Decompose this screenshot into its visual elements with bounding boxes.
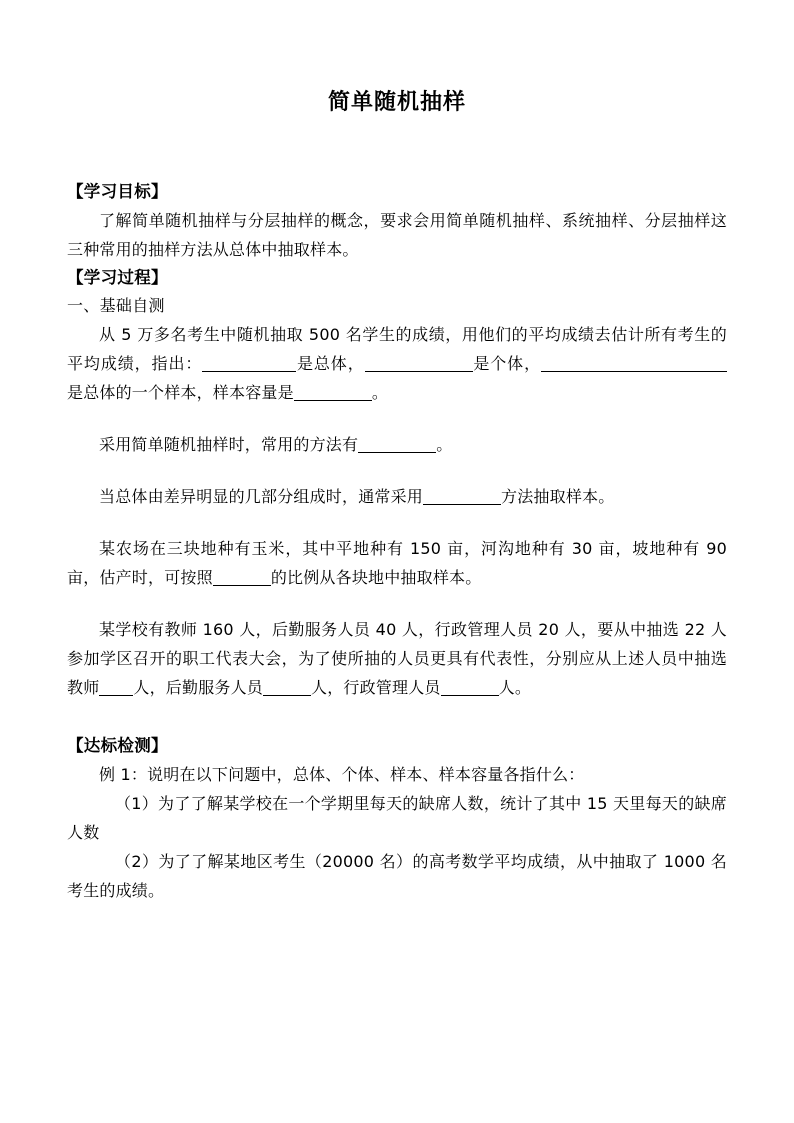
blank-sample[interactable] bbox=[541, 356, 727, 372]
question-3 bbox=[67, 482, 727, 511]
question-1-after-blank-3: 是总体的一个样本，样本容量是 bbox=[67, 383, 294, 402]
question-1-lead: 从 5 万多名考生中随机抽取 500 名学生的成绩，用他们的平均成绩去估计所有考生的平均成绩，指出： bbox=[67, 325, 727, 373]
blank-sample-size[interactable] bbox=[294, 385, 372, 401]
learning-objectives-heading: 【学习目标】 bbox=[67, 182, 168, 201]
example-1-item-1: （1）为了了解某学校在一个学期里每天的缺席人数，统计了其中 15 天里每天的缺席人数 bbox=[67, 794, 727, 842]
basic-selftest-subheading: 一、基础自测 bbox=[67, 296, 165, 315]
question-1 bbox=[67, 320, 727, 407]
blank-teachers-count[interactable] bbox=[99, 680, 133, 696]
question-4 bbox=[67, 534, 727, 592]
question-2 bbox=[67, 430, 727, 459]
spacer-q1-q2 bbox=[67, 407, 727, 430]
blank-sampling-method[interactable] bbox=[358, 437, 436, 453]
question-1-after-blank-2: 是个体， bbox=[472, 354, 541, 373]
blank-ratio[interactable] bbox=[213, 570, 271, 586]
spacer-q3-q4 bbox=[67, 511, 727, 534]
example-1-prompt: 例 1：说明在以下问题中，总体、个体、样本、样本容量各指什么： bbox=[99, 765, 585, 784]
question-5-tail: 人。 bbox=[498, 678, 532, 697]
question-5-mid-1: 人，后勤服务人员 bbox=[133, 678, 264, 697]
question-3-after-blank: 方法抽取样本。 bbox=[501, 487, 615, 506]
blank-logistics-count[interactable] bbox=[263, 680, 311, 696]
blank-admin-count[interactable] bbox=[441, 680, 499, 696]
question-5 bbox=[67, 615, 727, 702]
question-2-tail: 。 bbox=[436, 435, 453, 454]
blank-stratified-method[interactable] bbox=[423, 489, 501, 505]
question-2-lead: 采用简单随机抽样时，常用的方法有 bbox=[99, 435, 359, 454]
question-3-lead: 当总体由差异明显的几部分组成时，通常采用 bbox=[99, 487, 424, 506]
spacer-q4-q5 bbox=[67, 592, 727, 615]
learning-process-heading: 【学习过程】 bbox=[67, 268, 168, 287]
learning-objectives-body: 了解简单随机抽样与分层抽样的概念，要求会用简单随机抽样、系统抽样、分层抽样这三种常用的抽样方法从总体中抽取样本。 bbox=[67, 211, 727, 259]
question-1-tail: 。 bbox=[371, 383, 389, 402]
question-1-after-blank-1: 是总体， bbox=[296, 354, 365, 373]
question-4-lead: 某农场在三块地种有玉米，其中平地种有 150 亩，河沟地种有 30 亩，坡地种有 90 亩，估产时，可按照 bbox=[67, 539, 727, 587]
spacer-before-check bbox=[67, 702, 727, 732]
title-spacer bbox=[67, 118, 727, 178]
question-5-mid-2: 人，行政管理人员 bbox=[311, 678, 441, 697]
example-1-item-2: （2）为了了解某地区考生（20000 名）的高考数学平均成绩，从中抽取了 1000 名考生的成绩。 bbox=[67, 852, 727, 900]
question-4-after-blank: 的比例从各块地中抽取样本。 bbox=[270, 568, 482, 587]
question-5-lead: 某学校有教师 160 人，后勤服务人员 40 人，行政管理人员 20 人，要从中抽选 22 人参加学区召开的职工代表大会，为了使所抽的人员更具有代表性，分别应从上述人员中抽选教师 bbox=[67, 620, 727, 697]
spacer-q2-q3 bbox=[67, 459, 727, 482]
blank-individual[interactable] bbox=[365, 356, 473, 372]
blank-population[interactable] bbox=[202, 356, 296, 372]
page-title: 简单随机抽样 bbox=[327, 90, 466, 115]
check-heading: 【达标检测】 bbox=[67, 736, 168, 755]
